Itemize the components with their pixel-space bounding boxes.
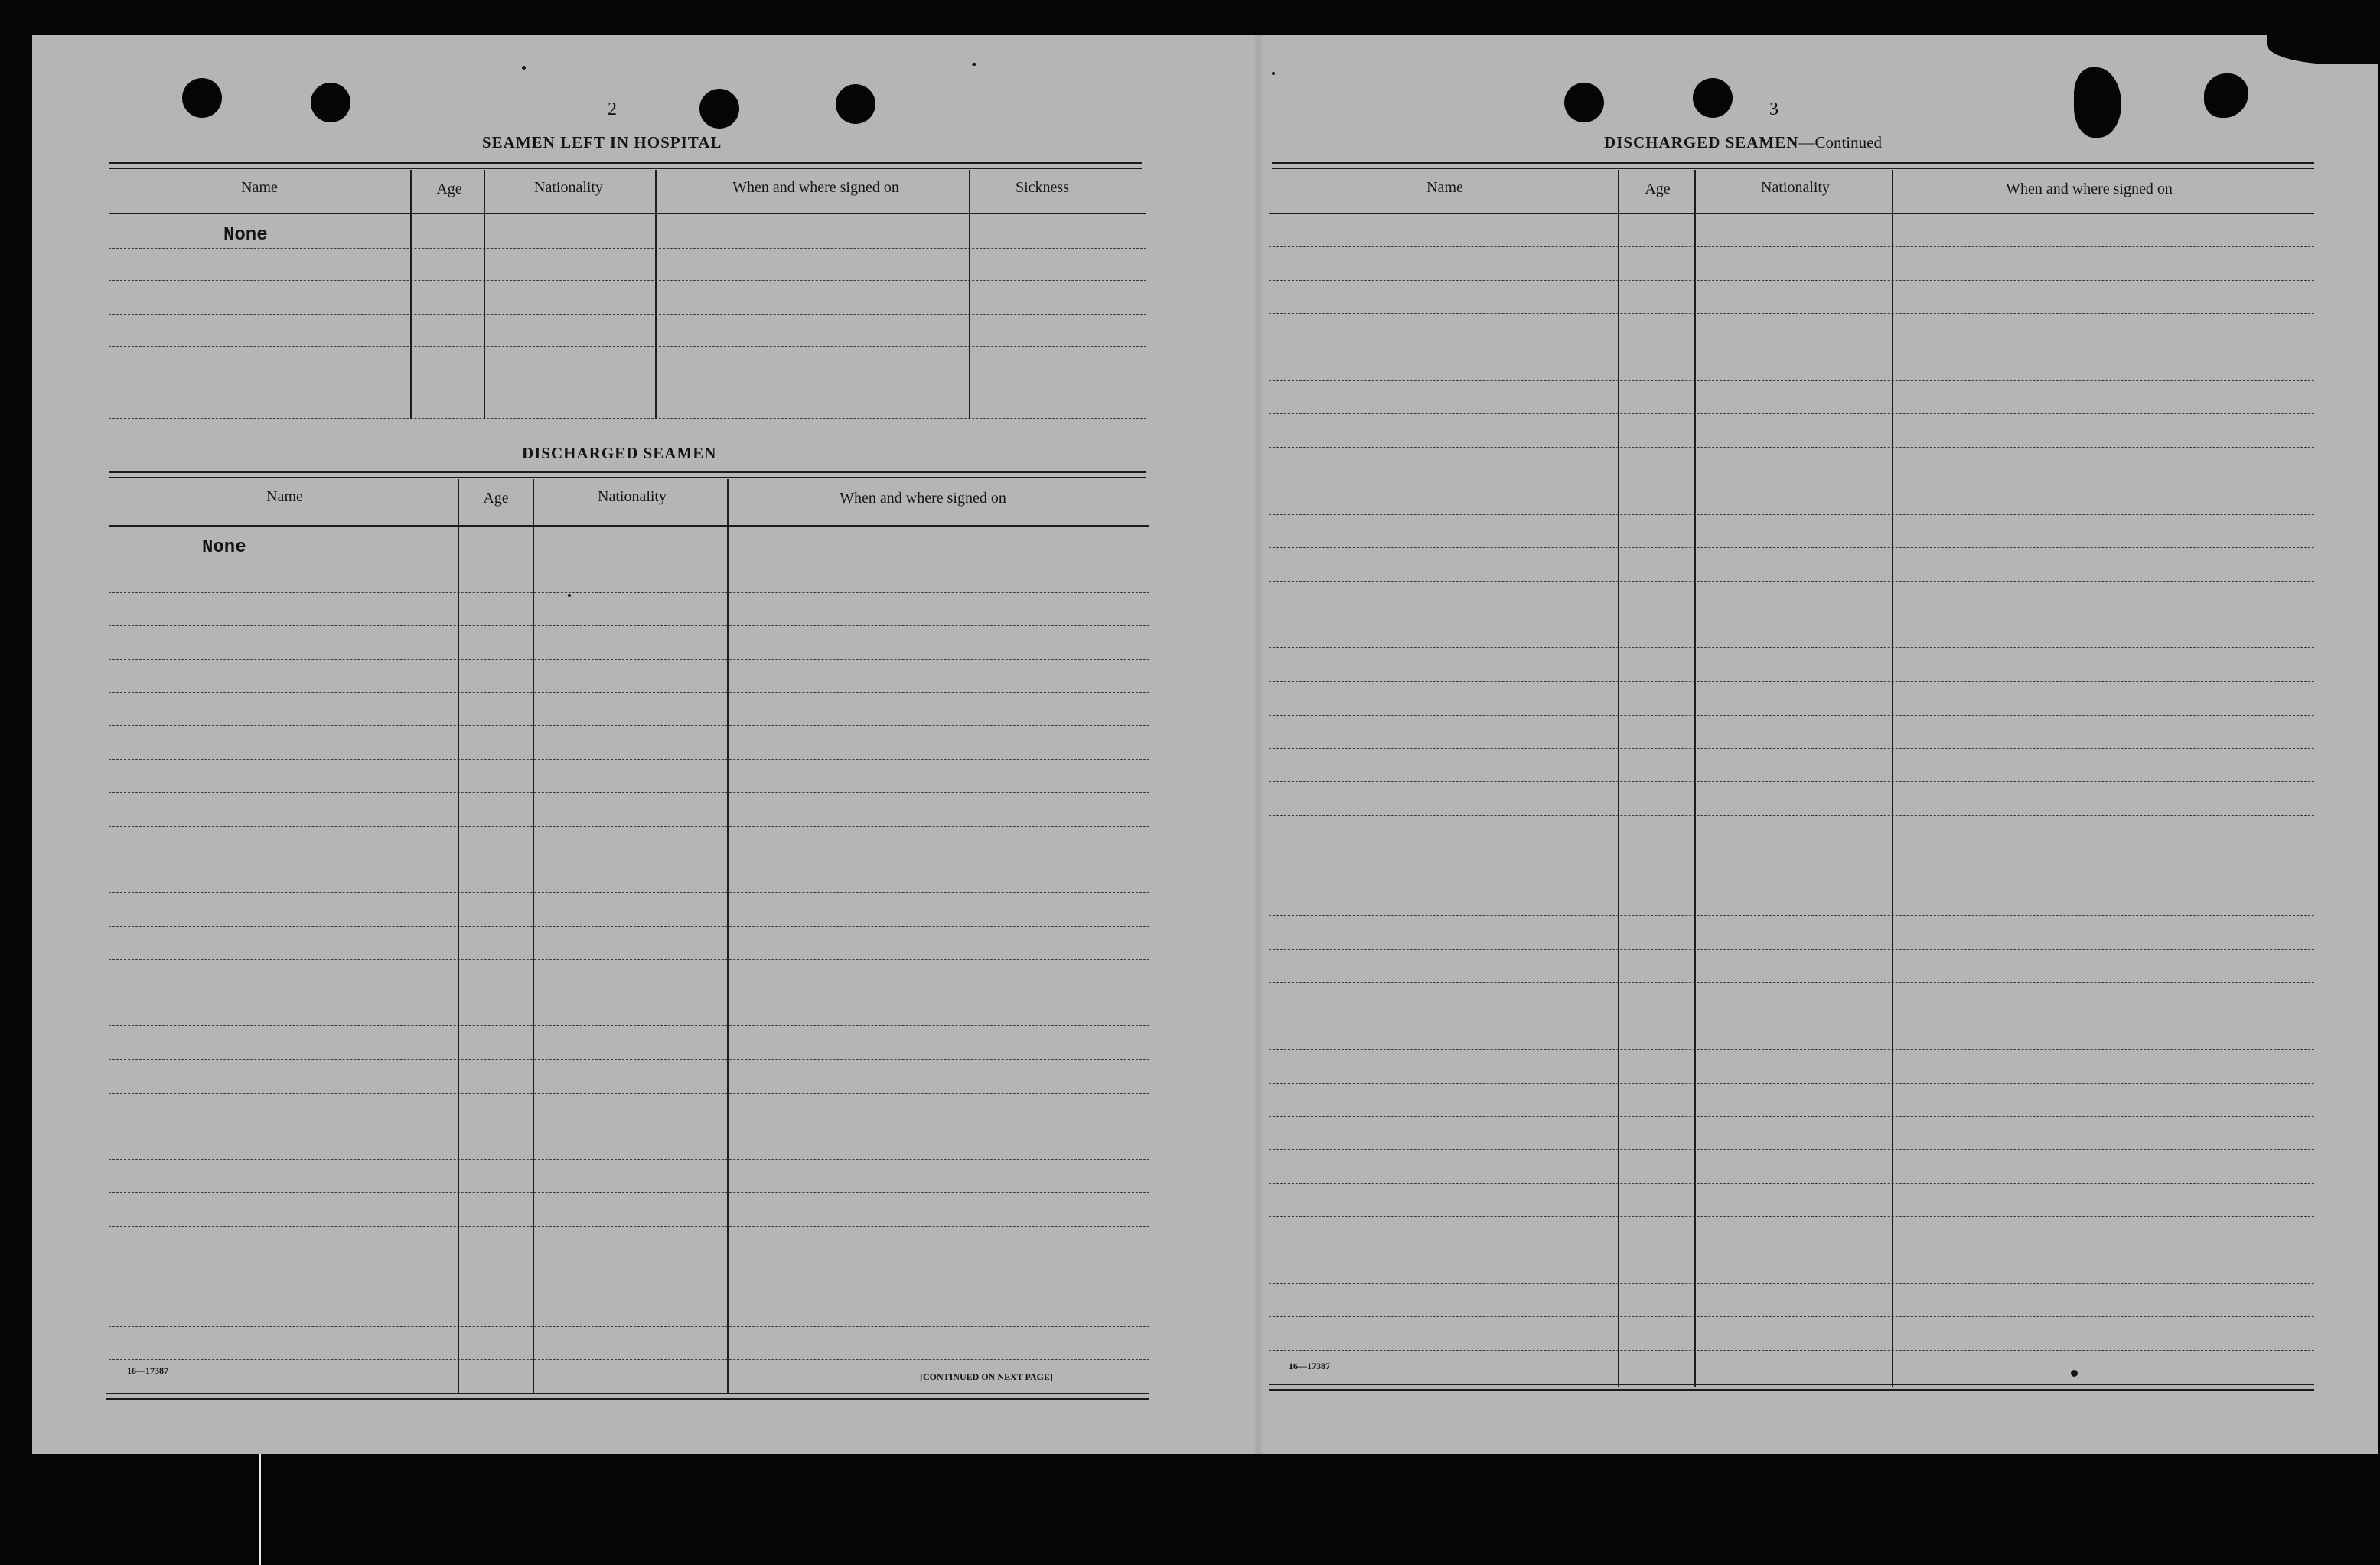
col-divider	[533, 479, 534, 1394]
row-rule	[1269, 514, 2314, 515]
col-divider	[1694, 170, 1696, 1387]
row-rule	[1269, 1083, 2314, 1084]
discharged-col-age: Age	[483, 490, 509, 507]
binder-hole	[1564, 83, 1604, 122]
row-rule	[1269, 949, 2314, 950]
row-rule	[1269, 1316, 2314, 1317]
row-rule	[109, 792, 1149, 793]
torn-hole	[2074, 67, 2121, 138]
hospital-col-sickness: Sickness	[1016, 179, 1069, 196]
row-rule	[1269, 715, 2314, 716]
hospital-entry-none: None	[223, 225, 268, 246]
discharged-continued-suffix: —Continued	[1798, 133, 1882, 152]
bottom-rule-right	[1269, 1384, 2314, 1391]
row-rule	[1269, 781, 2314, 782]
form-number-right: 16—17387	[1289, 1361, 1330, 1371]
discharged-col-when-where: When and where signed on	[840, 490, 1006, 507]
hospital-col-nationality: Nationality	[534, 179, 603, 196]
row-rule	[1269, 1149, 2314, 1150]
row-rule	[1269, 1216, 2314, 1217]
row-rule	[1269, 447, 2314, 448]
binder-hole	[1693, 78, 1733, 118]
discharged-continued-title	[1604, 133, 1882, 152]
row-rule	[109, 1059, 1149, 1060]
row-rule	[109, 725, 1149, 726]
hospital-col-when-where: When and where signed on	[732, 179, 899, 196]
col-divider	[410, 170, 412, 419]
binder-hole	[182, 78, 222, 118]
bottom-rule-left	[106, 1393, 1149, 1400]
row-rule	[109, 418, 1146, 419]
col-divider	[458, 479, 459, 1394]
row-rule	[1269, 1183, 2314, 1184]
row-rule	[109, 280, 1146, 281]
row-rule	[1269, 313, 2314, 314]
row-rule	[1269, 1116, 2314, 1117]
row-rule	[109, 659, 1149, 660]
speck	[568, 594, 571, 597]
row-rule	[109, 346, 1146, 347]
row-rule	[109, 1192, 1149, 1193]
row-rule	[1269, 681, 2314, 682]
discharged-section-title: DISCHARGED SEAMEN	[522, 444, 717, 462]
speck	[1272, 72, 1275, 75]
right-col-name: Name	[1426, 179, 1463, 196]
col-divider	[727, 479, 729, 1394]
row-rule	[109, 1226, 1149, 1227]
row-rule	[1269, 1350, 2314, 1351]
row-rule	[1269, 982, 2314, 983]
speck	[2071, 1370, 2078, 1377]
row-rule	[109, 1359, 1149, 1360]
binder-hole	[311, 83, 350, 122]
row-rule	[109, 826, 1149, 827]
row-rule	[1269, 815, 2314, 816]
speck	[972, 63, 976, 66]
row-rule	[1269, 647, 2314, 648]
row-rule	[109, 314, 1146, 315]
row-rule	[109, 1326, 1149, 1327]
hospital-col-age: Age	[436, 181, 462, 197]
row-rule	[109, 1093, 1149, 1094]
row-rule	[1269, 246, 2314, 247]
hospital-col-name: Name	[241, 179, 278, 196]
col-divider	[969, 170, 970, 419]
row-rule	[109, 1159, 1149, 1160]
binder-hole	[836, 84, 875, 124]
row-rule	[109, 1025, 1149, 1026]
hospital-top-rule	[109, 162, 1142, 169]
discharged-continued-title-main: DISCHARGED SEAMEN	[1604, 133, 1799, 152]
right-top-rule	[1272, 162, 2314, 169]
row-rule	[1269, 915, 2314, 916]
row-rule	[109, 926, 1149, 927]
right-col-when-where: When and where signed on	[2006, 181, 2173, 197]
row-rule	[109, 692, 1149, 693]
row-rule	[109, 892, 1149, 893]
row-rule	[109, 625, 1149, 626]
row-rule	[1269, 380, 2314, 381]
row-rule	[1269, 1049, 2314, 1050]
continued-note: [CONTINUED ON NEXT PAGE]	[920, 1371, 1053, 1382]
col-divider	[484, 170, 485, 419]
speck	[522, 66, 526, 70]
row-rule	[1269, 1283, 2314, 1284]
right-col-age: Age	[1645, 181, 1671, 197]
col-divider	[1618, 170, 1619, 1387]
row-rule	[109, 759, 1149, 760]
row-rule	[109, 592, 1149, 593]
torn-corner	[2267, 31, 2380, 64]
hospital-header-rule	[109, 213, 1146, 214]
form-sheet	[32, 35, 2378, 1454]
page-fold	[1253, 35, 1263, 1454]
right-col-nationality: Nationality	[1761, 179, 1830, 196]
row-rule	[109, 248, 1146, 249]
page-number-left: 2	[608, 99, 617, 119]
row-rule	[1269, 581, 2314, 582]
row-rule	[109, 959, 1149, 960]
row-rule	[1269, 413, 2314, 414]
discharged-col-nationality: Nationality	[598, 488, 667, 505]
form-number-left: 16—17387	[127, 1365, 168, 1376]
row-rule	[1269, 547, 2314, 548]
col-divider	[1892, 170, 1893, 1387]
discharged-entry-none: None	[202, 537, 246, 558]
discharged-header-rule	[109, 525, 1149, 527]
col-divider	[655, 170, 657, 419]
discharged-top-rule	[109, 471, 1146, 478]
row-rule	[1269, 280, 2314, 281]
row-rule	[1269, 748, 2314, 749]
scan-edge-artifact	[259, 1454, 261, 1565]
discharged-col-name: Name	[266, 488, 303, 505]
right-header-rule	[1269, 213, 2314, 214]
hospital-section-title: SEAMEN LEFT IN HOSPITAL	[482, 133, 722, 152]
binder-hole	[699, 89, 739, 129]
page-number-right: 3	[1769, 99, 1778, 119]
torn-hole	[2204, 73, 2248, 118]
